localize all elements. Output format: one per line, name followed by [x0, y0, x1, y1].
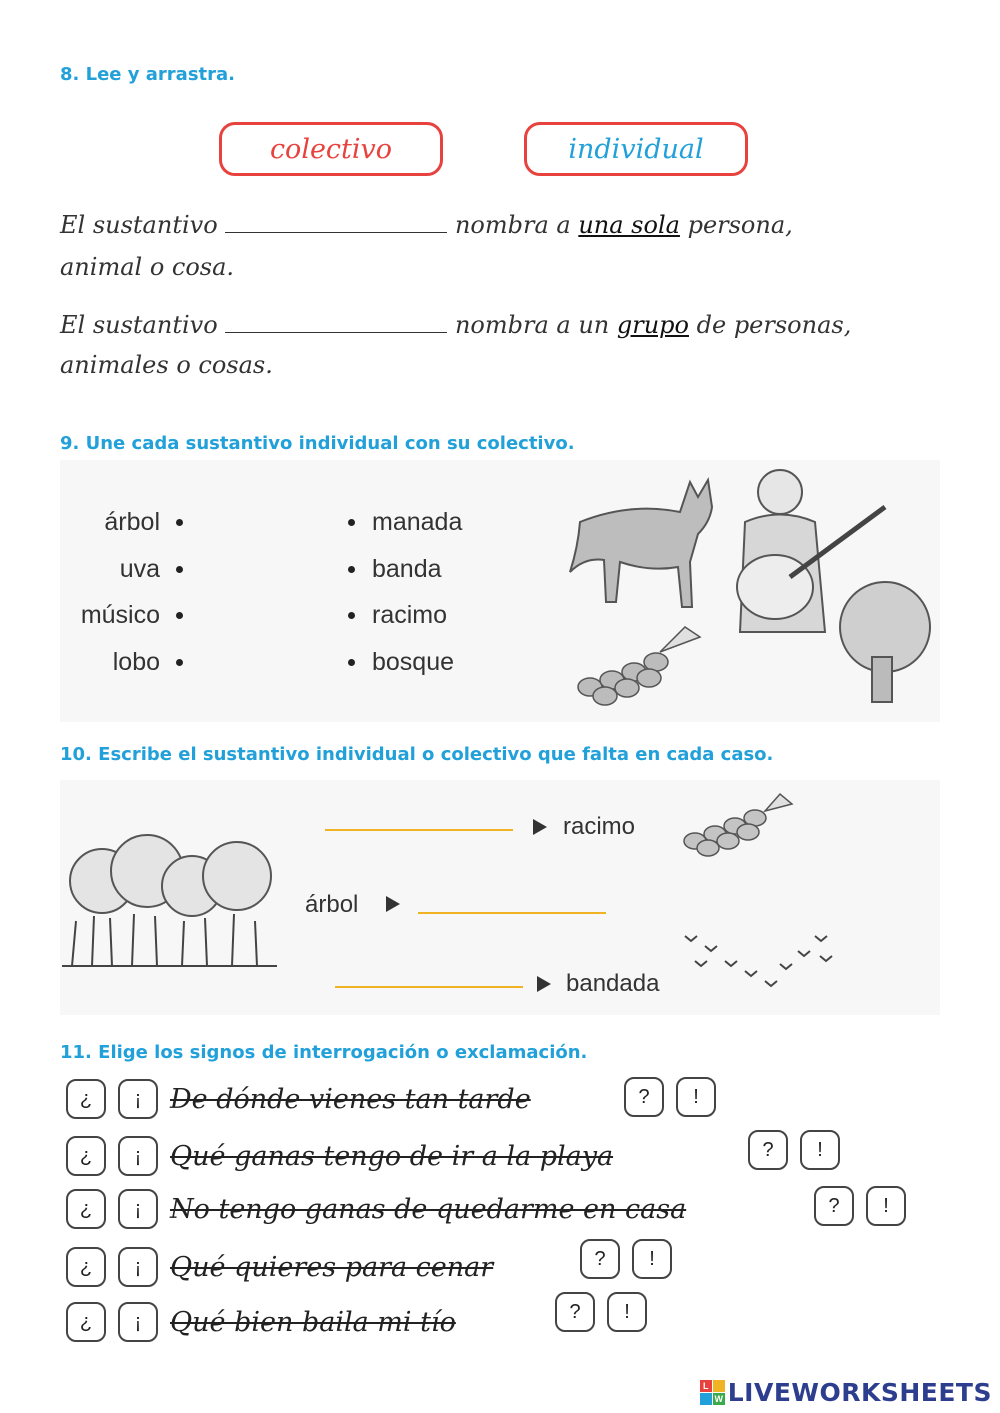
arrow-icon — [386, 896, 400, 912]
open-question-mark-box[interactable]: ¿ — [66, 1136, 106, 1176]
definition-2-mid: nombra a un — [454, 311, 610, 339]
exercise-10-heading: 10. Escribe el sustantivo individual o colectivo que falta en cada caso. — [60, 744, 774, 765]
close-exclamation-mark-box[interactable]: ! — [866, 1186, 906, 1226]
word-arbol: árbol — [305, 891, 359, 918]
drop-zone-1[interactable] — [225, 210, 447, 233]
close-question-mark-box[interactable]: ? — [580, 1239, 620, 1279]
tree-icon — [840, 582, 930, 702]
left-dot-2[interactable] — [176, 566, 183, 573]
arrow-icon — [533, 819, 547, 835]
close-question-mark-box[interactable]: ? — [624, 1077, 664, 1117]
definition-1-continuation: animal o cosa. — [60, 253, 235, 281]
grapes-icon — [684, 794, 792, 856]
close-question-mark-box[interactable]: ? — [555, 1292, 595, 1332]
right-dot-2[interactable] — [348, 566, 355, 573]
word-bandada: bandada — [566, 970, 660, 997]
logo-text: LIVEWORKSHEETS — [727, 1378, 992, 1407]
definition-1-line — [60, 210, 793, 239]
definition-2-start: El sustantivo — [60, 311, 218, 339]
open-question-mark-box[interactable]: ¿ — [66, 1302, 106, 1342]
definition-1-start: El sustantivo — [60, 211, 218, 239]
answer-line-3[interactable] — [335, 986, 523, 988]
sentence-2: Qué ganas tengo de ir a la playa — [170, 1140, 614, 1172]
right-word-racimo: racimo — [372, 601, 448, 629]
close-exclamation-mark-box[interactable]: ! — [607, 1292, 647, 1332]
open-question-mark-box[interactable]: ¿ — [66, 1189, 106, 1229]
close-exclamation-mark-box[interactable]: ! — [632, 1239, 672, 1279]
grapes-icon — [578, 627, 700, 705]
birds-icon — [685, 936, 832, 986]
right-word-banda: banda — [372, 555, 442, 583]
right-dot-3[interactable] — [348, 612, 355, 619]
exercise-11-heading: 11. Elige los signos de interrogación o exclamación. — [60, 1042, 588, 1063]
liveworksheets-logo — [700, 1378, 992, 1407]
left-word-musico: músico — [80, 601, 160, 629]
sentence-3: No tengo ganas de quedarme en casa — [170, 1193, 687, 1225]
open-exclamation-mark-box[interactable]: ¡ — [118, 1079, 158, 1119]
right-dot-1[interactable] — [348, 519, 355, 526]
logo-mark-icon — [700, 1380, 725, 1405]
logo-square-blue — [700, 1393, 712, 1405]
right-dot-4[interactable] — [348, 659, 355, 666]
answer-line-2[interactable] — [418, 912, 606, 914]
close-question-mark-box[interactable]: ? — [748, 1130, 788, 1170]
definition-1-end: persona, — [687, 211, 793, 239]
right-word-bosque: bosque — [372, 648, 455, 676]
close-question-mark-box[interactable]: ? — [814, 1186, 854, 1226]
definition-2-emphasis: grupo — [616, 311, 689, 339]
left-dot-3[interactable] — [176, 612, 183, 619]
forest-icon — [62, 826, 277, 971]
definition-2-line — [60, 310, 851, 339]
left-word-arbol: árbol — [104, 508, 160, 536]
exercise-9-heading: 9. Une cada sustantivo individual con su colectivo. — [60, 433, 575, 454]
sentence-1: De dónde vienes tan tarde — [170, 1083, 531, 1115]
open-exclamation-mark-box[interactable]: ¡ — [118, 1302, 158, 1342]
drop-zone-2[interactable] — [225, 310, 447, 333]
chip-individual[interactable]: individual — [524, 122, 748, 176]
open-question-mark-box[interactable]: ¿ — [66, 1247, 106, 1287]
close-exclamation-mark-box[interactable]: ! — [800, 1130, 840, 1170]
definition-2-end: de personas, — [696, 311, 852, 339]
definition-1-mid: nombra a — [454, 211, 571, 239]
logo-letter-w: W — [714, 1394, 723, 1404]
sentence-4: Qué quieres para cenar — [170, 1251, 494, 1283]
answer-line-1[interactable] — [325, 829, 513, 831]
definition-2-continuation: animales o cosas. — [60, 351, 273, 379]
left-dot-1[interactable] — [176, 519, 183, 526]
definition-1-emphasis: una sola — [578, 211, 680, 239]
open-exclamation-mark-box[interactable]: ¡ — [118, 1247, 158, 1287]
right-word-manada: manada — [372, 508, 463, 536]
logo-square-yellow — [713, 1380, 725, 1392]
sentence-5: Qué bien baila mi tío — [170, 1306, 456, 1338]
exercise-8-heading: 8. Lee y arrastra. — [60, 64, 236, 85]
arrow-icon — [537, 976, 551, 992]
left-word-uva: uva — [119, 555, 160, 583]
wolf-icon — [570, 480, 712, 607]
grapes-birds-illustration — [680, 786, 840, 1001]
open-exclamation-mark-box[interactable]: ¡ — [118, 1136, 158, 1176]
chip-colectivo[interactable]: colectivo — [219, 122, 443, 176]
logo-letter-l: L — [700, 1380, 712, 1392]
open-question-mark-box[interactable]: ¿ — [66, 1079, 106, 1119]
word-racimo: racimo — [563, 813, 636, 840]
open-exclamation-mark-box[interactable]: ¡ — [118, 1189, 158, 1229]
close-exclamation-mark-box[interactable]: ! — [676, 1077, 716, 1117]
left-dot-4[interactable] — [176, 659, 183, 666]
wolf-musician-illustration — [560, 462, 940, 712]
left-word-lobo: lobo — [112, 648, 160, 676]
